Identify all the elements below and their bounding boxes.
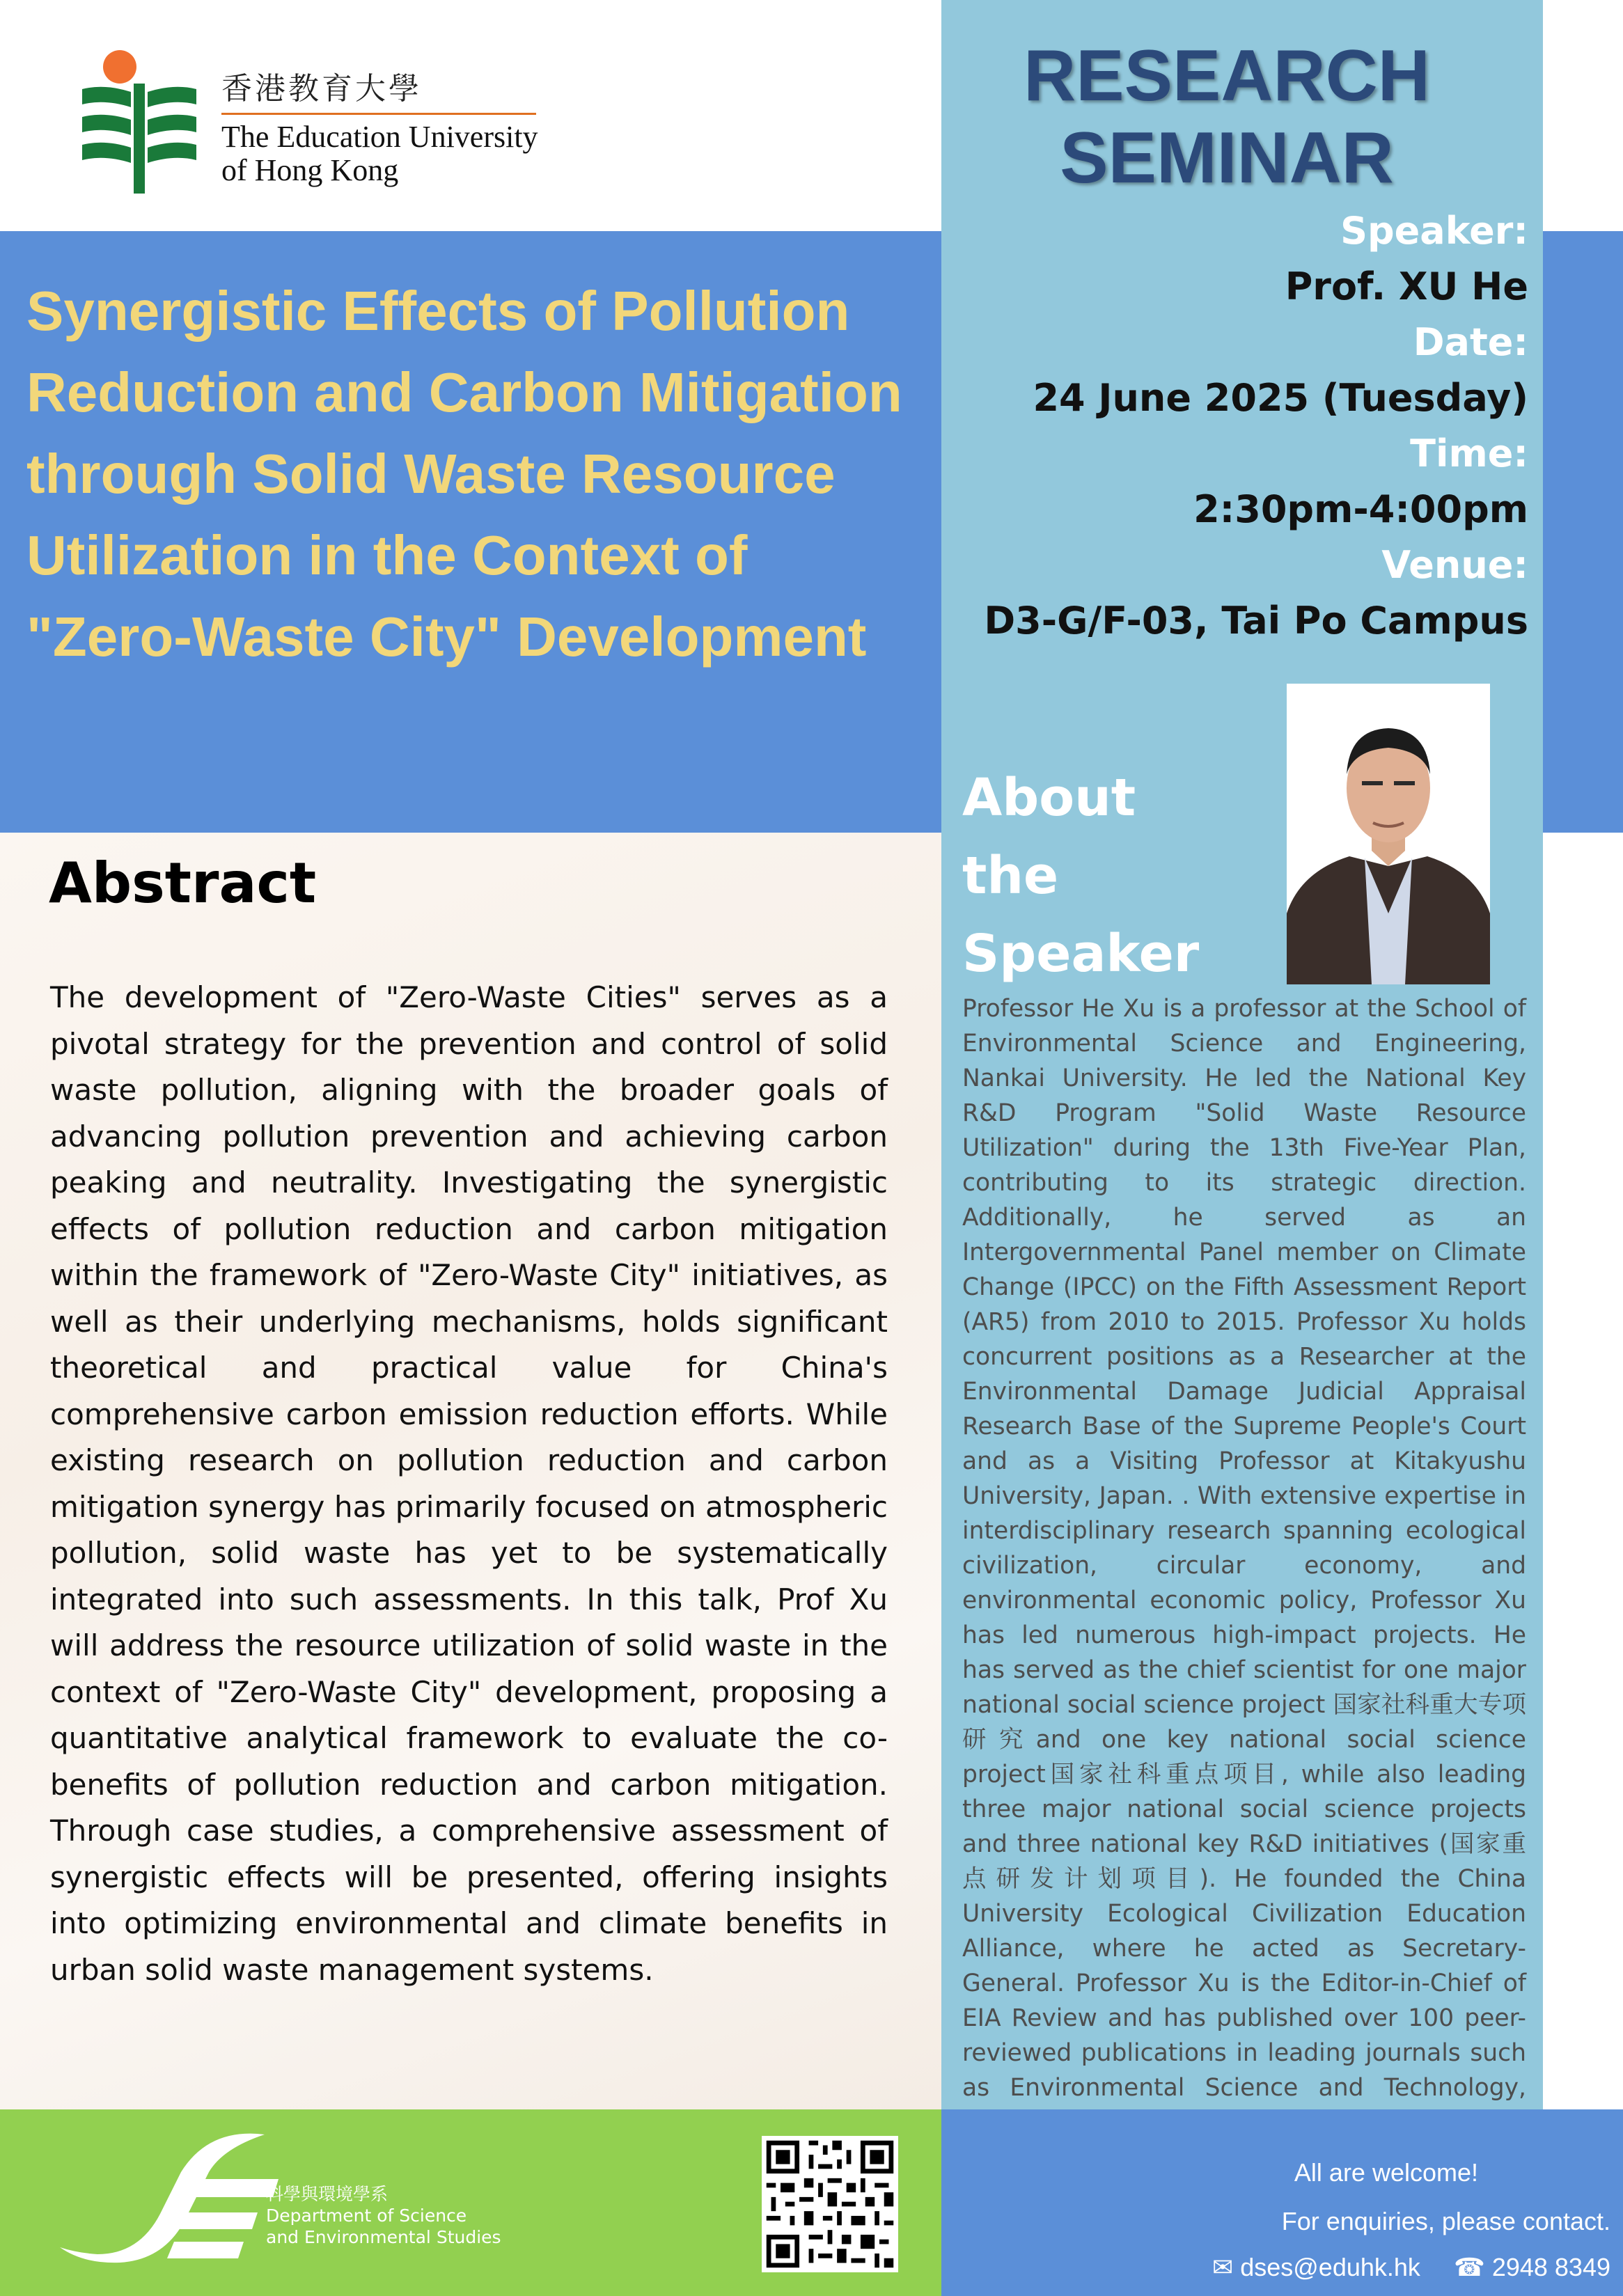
right-edge-band [1543,231,1623,833]
about-heading-line2: the [962,846,1059,906]
speaker-portrait-icon [1287,684,1490,984]
department-name [266,2183,501,2248]
seminar-heading-line1: RESEARCH [1024,36,1430,116]
university-name [221,70,549,187]
time-label: Time: [1410,432,1528,475]
about-heading-line1: About [962,768,1136,828]
department-name-en-line2: and Environmental Studies [266,2227,501,2247]
about-speaker-heading [962,759,1269,993]
about-heading-line3: Speaker [962,924,1200,984]
logo-divider [221,113,536,115]
speaker-value: Prof. XU He [1285,265,1528,308]
welcome-text: All are welcome! [1294,2158,1478,2187]
venue-label: Venue: [1381,543,1528,587]
envelope-icon: ✉ [1212,2253,1234,2281]
time-value: 2:30pm-4:00pm [1193,487,1528,531]
email-link[interactable]: dses@eduhk.hk [1240,2253,1420,2281]
department-name-zh: 科學與環境學系 [266,2184,389,2204]
speaker-photo [1287,684,1490,984]
department-logo-icon [56,2130,285,2270]
date-value: 24 June 2025 (Tuesday) [1033,376,1528,420]
speaker-bio: Professor He Xu is a professor at the School of Environmental Science and Engineering, Nankai University. He led the National Key R&D Program "Solid Waste Resource Utilization" during the 13th Five-Year Plan, contributing to its strategic direction. Additionally, he served as an Intergovernmental Panel member on Climate Change (IPCC) on the Fifth Assessment Report (AR5) from 2010 to 2015. Professor Xu holds concurrent positions as a Researcher at the Environmental Damage Judicial Appraisal Research Base of the Supreme People's Court and as a Visiting Professor at Kitakyushu University, Japan. . With extensive expertise in interdisciplinary research spanning ecological civilization, circular economy, and environmental economic policy, Professor Xu has led numerous high-impact projects. He has served as the chief scientist for one major national social science project 国家社科重大专项研究and one key national social science project国家社科重点项目, while also leading three major national social science projects and three national key R&D initiatives (国家重点研发计划项目). He founded the China University Ecological Civilization Education Alliance, where he acted as Secretary-General. Professor Xu is the Editor-in-Chief of EIA Review and has published over 100 peer-reviewed publications in leading journals such as Environmental Science and Technology, [962,995,1526,2102]
contact-line [1212,2253,1610,2282]
qr-code-icon[interactable] [762,2136,898,2272]
enquiries-text: For enquiries, please contact. [1281,2207,1610,2235]
abstract-body: The development of "Zero-Waste Cities" serves as a pivotal strategy for the prevention and control of solid waste pollution, aligning with the broader goals of advancing pollution prevention and achieving carbon peaking and neutrality. Investigating the synergistic effects of pollution reduction and carbon mitigation within the framework of "Zero-Waste City" initiatives, as well as their underlying mechanisms, holds significant theoretical and practical value for China's comprehensive carbon emission reduction efforts. While existing research on pollution reduction and carbon mitigation synergy has primarily focused on atmospheric pollution, solid waste has yet to be systematically integrated into such assessments. In this talk, Prof Xu will address the resource utilization of solid waste in the context of "Zero-Waste City" development, proposing a quantitative analytical framework to evaluate the co-benefits of pollution reduction and carbon mitigation. Through case studies, a comprehensive assessment of synergistic effects will be presented, offering insights into optimizing environmental and climate benefits in urban solid waste management systems. [50,980,888,1987]
venue-value: D3-G/F-03, Tai Po Campus [984,599,1528,643]
phone-icon: ☎ [1453,2253,1485,2281]
talk-title: Synergistic Effects of Pollution Reduction and Carbon Mitigation through Solid Waste Resource Utilization in the Context of "Zero-Waste City" Development [26,280,902,668]
university-name-en-line2: of Hong Kong [221,153,399,187]
department-name-en-line1: Department of Science [266,2205,467,2226]
abstract-heading: Abstract [49,851,317,915]
university-name-en-line1: The Education University [221,120,538,154]
date-label: Date: [1413,320,1528,364]
phone-number[interactable]: 2948 8349 [1491,2253,1610,2281]
university-logo-icon [77,49,202,195]
seminar-heading [941,35,1512,199]
seminar-heading-line2: SEMINAR [1060,118,1394,198]
university-name-zh: 香港教育大學 [221,71,422,107]
speaker-label: Speaker: [1340,209,1528,253]
